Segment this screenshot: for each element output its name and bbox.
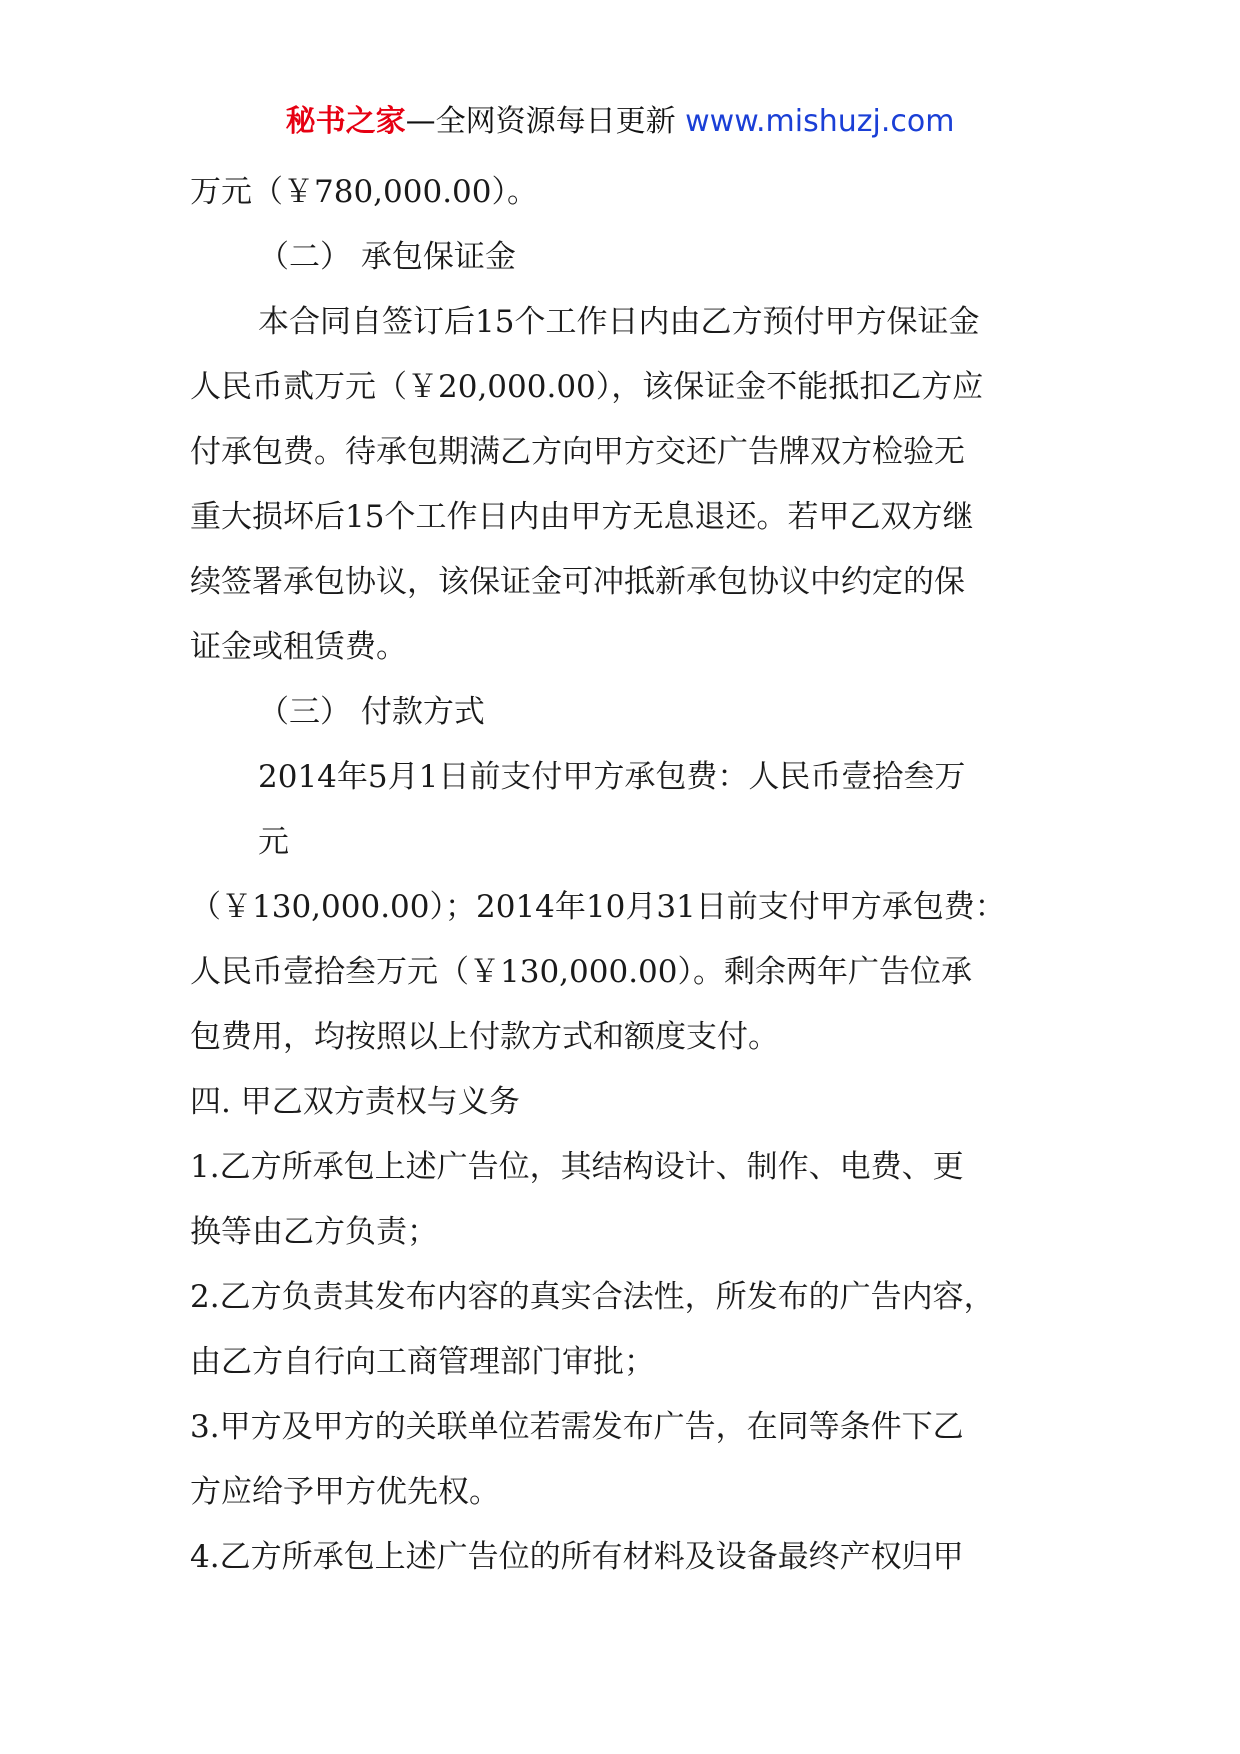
- body-line: 人民币贰万元（￥20,000.00），该保证金不能抵扣乙方应: [190, 369, 984, 405]
- banner-brand: 秘书之家: [285, 104, 406, 139]
- banner-tagline: —全网资源每日更新: [405, 104, 676, 139]
- body-line: 方应给予甲方优先权。: [190, 1474, 500, 1510]
- body-line: 由乙方自行向工商管理部门审批；: [190, 1344, 655, 1380]
- body-line: 3.甲方及甲方的关联单位若需发布广告，在同等条件下乙: [190, 1409, 964, 1445]
- body-line: 包费用，均按照以上付款方式和额度支付。: [190, 1019, 779, 1055]
- body-line: 付承包费。待承包期满乙方向甲方交还广告牌双方检验无: [190, 434, 965, 470]
- body-line: 2014年5月1日前支付甲方承包费：人民币壹拾叁万: [258, 759, 966, 795]
- site-banner: [0, 100, 1240, 144]
- body-line: 2.乙方负责其发布内容的真实合法性，所发布的广告内容，: [190, 1279, 995, 1315]
- section-heading-obligations: 四. 甲乙双方责权与义务: [190, 1084, 520, 1120]
- body-line: 万元（￥780,000.00）。: [190, 174, 538, 210]
- body-line: 本合同自签订后15个工作日内由乙方预付甲方保证金: [258, 304, 980, 340]
- banner-site-url[interactable]: www.mishuzj.com: [685, 104, 955, 139]
- body-line: 人民币壹拾叁万元（￥130,000.00）。剩余两年广告位承: [190, 954, 972, 990]
- body-line: 1.乙方所承包上述广告位，其结构设计、制作、电费、更: [190, 1149, 964, 1185]
- body-line: 重大损坏后15个工作日内由甲方无息退还。若甲乙双方继: [190, 499, 974, 535]
- body-line: 4.乙方所承包上述广告位的所有材料及设备最终产权归甲: [190, 1539, 964, 1575]
- section-heading-deposit: （二） 承包保证金: [258, 239, 516, 275]
- body-line: 元: [258, 824, 289, 860]
- body-line: （￥130,000.00）；2014年10月31日前支付甲方承包费：: [190, 889, 1006, 925]
- document-body: [190, 160, 1070, 1590]
- section-heading-payment: （三） 付款方式: [258, 694, 485, 730]
- body-line: 证金或租赁费。: [190, 629, 407, 665]
- body-line: 续签署承包协议，该保证金可冲抵新承包协议中约定的保: [190, 564, 965, 600]
- body-line: 换等由乙方负责；: [190, 1214, 438, 1250]
